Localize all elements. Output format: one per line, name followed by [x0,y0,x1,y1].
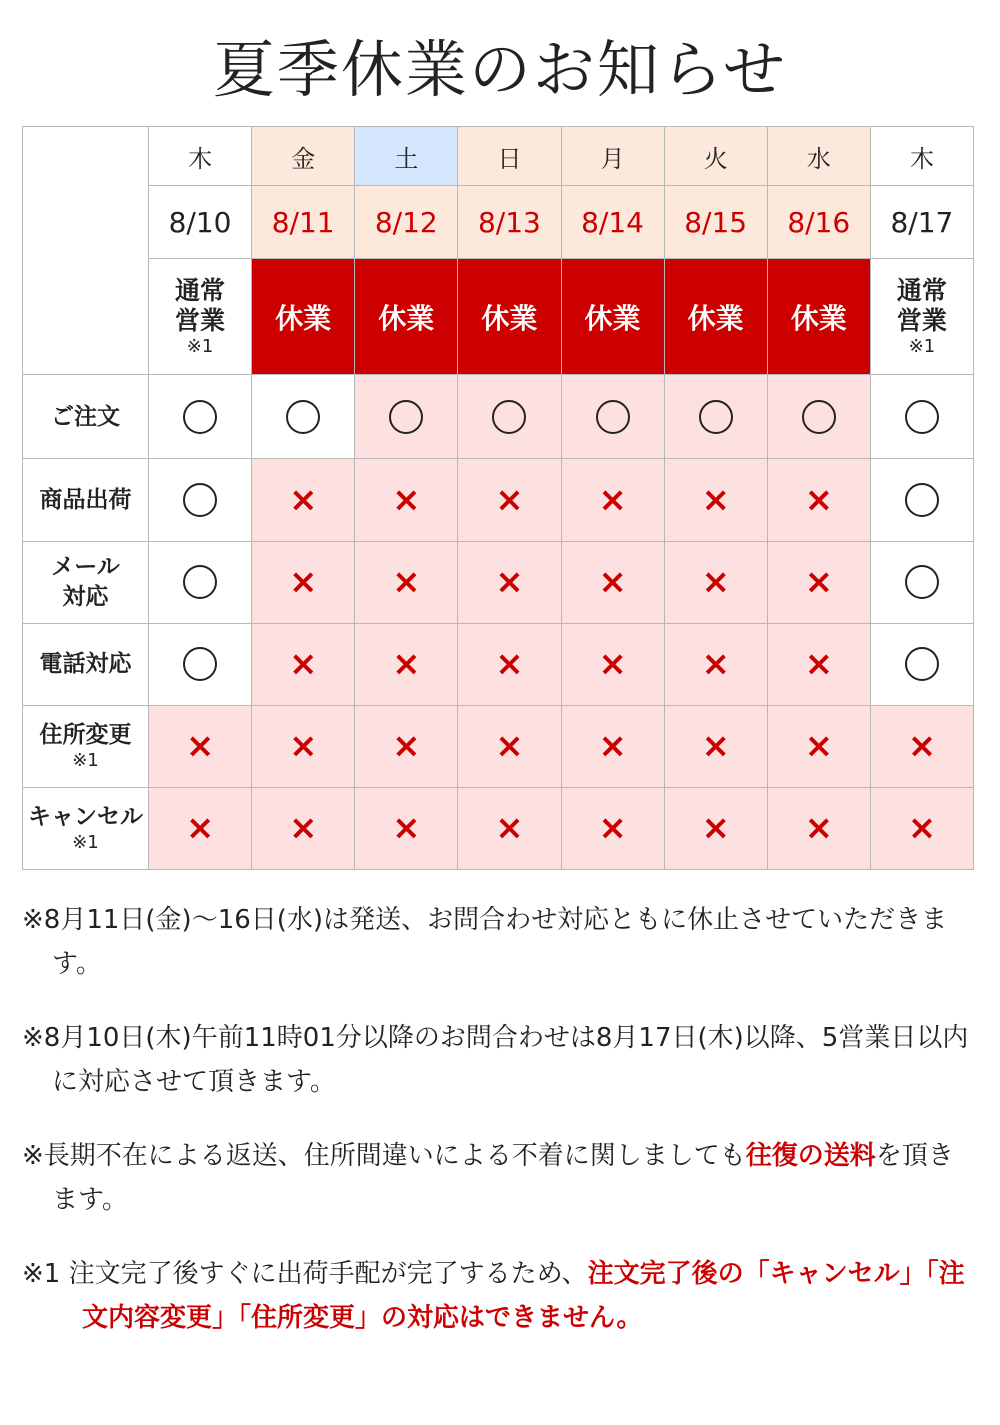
availability-cell [767,375,870,459]
unavailable-cross-icon: × [598,808,627,849]
unavailable-cross-icon: × [804,479,834,520]
status-note: ※1 [908,335,936,357]
date-cell: 8/10 [149,186,252,259]
date-cell: 8/12 [355,186,458,259]
unavailable-cross-icon: × [185,808,215,849]
day-of-week-row [23,127,974,186]
holiday-schedule-table [22,126,974,870]
unavailable-cross-icon: × [598,562,627,603]
note-text: ※長期不在による返送、住所間違いによる不着に関しましても [22,1141,746,1171]
note-emphasis: 注文完了後の「キャンセル」「注文内容変更」「住所変更」の対応はできません。 [82,1259,965,1333]
availability-cell [870,541,973,623]
status-open-cell [870,259,973,375]
availability-cell [355,459,458,541]
availability-cell [767,705,870,787]
row-label-cell [23,375,149,459]
date-cell: 8/15 [664,186,767,259]
status-closed-cell: 休業 [767,259,870,375]
unavailable-cross-icon: × [907,726,937,767]
unavailable-cross-icon: × [495,562,524,603]
availability-cell [664,375,767,459]
row-label-cell [23,541,149,623]
service-row [23,623,974,705]
unavailable-cross-icon: × [701,644,730,685]
availability-cell [149,623,252,705]
unavailable-cross-icon: × [288,808,318,849]
status-closed-cell: 休業 [664,259,767,375]
availability-cell [355,541,458,623]
availability-cell [252,459,355,541]
availability-cell [149,787,252,869]
dow-cell: 木 [870,127,973,186]
unavailable-cross-icon: × [701,562,730,603]
available-circle-icon [905,483,939,517]
status-closed-cell: 休業 [561,259,664,375]
row-label: 商品出荷 [39,486,132,513]
availability-cell [561,459,664,541]
header-corner-cell [23,127,149,375]
row-label: 電話対応 [39,651,132,678]
unavailable-cross-icon: × [804,562,834,603]
service-row [23,459,974,541]
dow-cell: 月 [561,127,664,186]
unavailable-cross-icon: × [392,808,421,849]
availability-cell [870,375,973,459]
row-label-cell [23,623,149,705]
available-circle-icon [183,565,217,599]
unavailable-cross-icon: × [392,562,421,603]
availability-cell [355,623,458,705]
row-label-cell [23,787,149,869]
unavailable-cross-icon: × [598,726,627,767]
row-label-cell [23,459,149,541]
availability-cell [458,705,561,787]
service-row [23,375,974,459]
availability-cell [870,787,973,869]
service-row [23,787,974,869]
availability-cell [252,375,355,459]
unavailable-cross-icon: × [288,479,318,520]
availability-cell [767,623,870,705]
note-cancellation-policy [22,1252,974,1340]
available-circle-icon [492,400,526,434]
availability-cell [355,705,458,787]
availability-cell [252,787,355,869]
availability-cell [870,459,973,541]
availability-cell [664,787,767,869]
row-label-note: ※1 [72,832,99,854]
available-circle-icon [699,400,733,434]
unavailable-cross-icon: × [598,479,627,520]
dow-cell: 金 [252,127,355,186]
availability-cell [355,375,458,459]
availability-cell [664,541,767,623]
availability-cell [561,541,664,623]
unavailable-cross-icon: × [804,808,834,849]
availability-cell [458,375,561,459]
row-label-note: ※1 [72,750,99,772]
unavailable-cross-icon: × [701,479,730,520]
date-cell: 8/17 [870,186,973,259]
available-circle-icon [183,647,217,681]
status-text: 通常 営業 [896,275,947,335]
available-circle-icon [183,483,217,517]
date-cell: 8/13 [458,186,561,259]
availability-cell [149,541,252,623]
unavailable-cross-icon: × [288,562,318,603]
note-text: ※1 注文完了後すぐに出荷手配が完了するため、 [22,1259,588,1289]
unavailable-cross-icon: × [495,644,524,685]
available-circle-icon [596,400,630,434]
availability-cell [458,541,561,623]
row-label: キャンセル [28,804,143,831]
date-row [23,186,974,259]
status-closed-cell: 休業 [252,259,355,375]
unavailable-cross-icon: × [907,808,937,849]
unavailable-cross-icon: × [495,808,524,849]
available-circle-icon [905,565,939,599]
availability-cell [767,787,870,869]
date-cell: 8/16 [767,186,870,259]
availability-cell [252,705,355,787]
row-label: 住所変更 [39,722,132,749]
availability-cell [870,623,973,705]
availability-cell [149,705,252,787]
note-inquiry-response: ※8月10日(木)午前11時01分以降のお問合わせは8月17日(木)以降、5営業日以内に対応させて頂きます。 [22,1023,969,1097]
available-circle-icon [286,400,320,434]
unavailable-cross-icon: × [392,479,421,520]
note-emphasis: 往復の送料 [745,1141,876,1171]
availability-cell [561,623,664,705]
status-closed-cell: 休業 [458,259,561,375]
availability-cell [767,459,870,541]
availability-cell [767,541,870,623]
dow-cell: 土 [355,127,458,186]
dow-cell: 水 [767,127,870,186]
note-return-shipping [22,1134,974,1222]
unavailable-cross-icon: × [495,479,524,520]
available-circle-icon [905,647,939,681]
availability-cell [870,705,973,787]
row-label-cell [23,705,149,787]
unavailable-cross-icon: × [288,726,318,767]
status-note: ※1 [186,335,214,357]
availability-cell [458,623,561,705]
available-circle-icon [389,400,423,434]
availability-cell [252,623,355,705]
unavailable-cross-icon: × [804,644,834,685]
unavailable-cross-icon: × [288,644,318,685]
service-row [23,705,974,787]
status-open-cell [149,259,252,375]
availability-cell [664,705,767,787]
availability-cell [561,705,664,787]
note-shipping-suspension: ※8月11日(金)〜16日(水)は発送、お問合わせ対応ともに休止させていただきます。 [22,905,948,979]
available-circle-icon [905,400,939,434]
note-text: を頂きます。 [52,1141,954,1215]
dow-cell: 火 [664,127,767,186]
unavailable-cross-icon: × [701,726,730,767]
page-title: 夏季休業のお知らせ [212,33,788,106]
availability-cell [149,459,252,541]
unavailable-cross-icon: × [392,644,421,685]
service-row [23,541,974,623]
status-closed-cell: 休業 [355,259,458,375]
status-row [23,259,974,375]
availability-cell [664,459,767,541]
availability-cell [149,375,252,459]
row-label: ご注文 [51,403,120,430]
service-rows [23,375,974,870]
dow-cell: 日 [458,127,561,186]
availability-cell [561,375,664,459]
unavailable-cross-icon: × [392,726,421,767]
availability-cell [458,459,561,541]
unavailable-cross-icon: × [701,808,730,849]
unavailable-cross-icon: × [495,726,524,767]
date-cell: 8/14 [561,186,664,259]
row-label: メール 対応 [51,554,120,611]
unavailable-cross-icon: × [598,644,627,685]
availability-cell [664,623,767,705]
available-circle-icon [802,400,836,434]
availability-cell [252,541,355,623]
dow-cell: 木 [149,127,252,186]
availability-cell [561,787,664,869]
availability-cell [355,787,458,869]
unavailable-cross-icon: × [185,726,215,767]
date-cell: 8/11 [252,186,355,259]
status-text: 通常 営業 [175,275,226,335]
available-circle-icon [183,400,217,434]
availability-cell [458,787,561,869]
notes-section [22,898,974,1340]
unavailable-cross-icon: × [804,726,834,767]
